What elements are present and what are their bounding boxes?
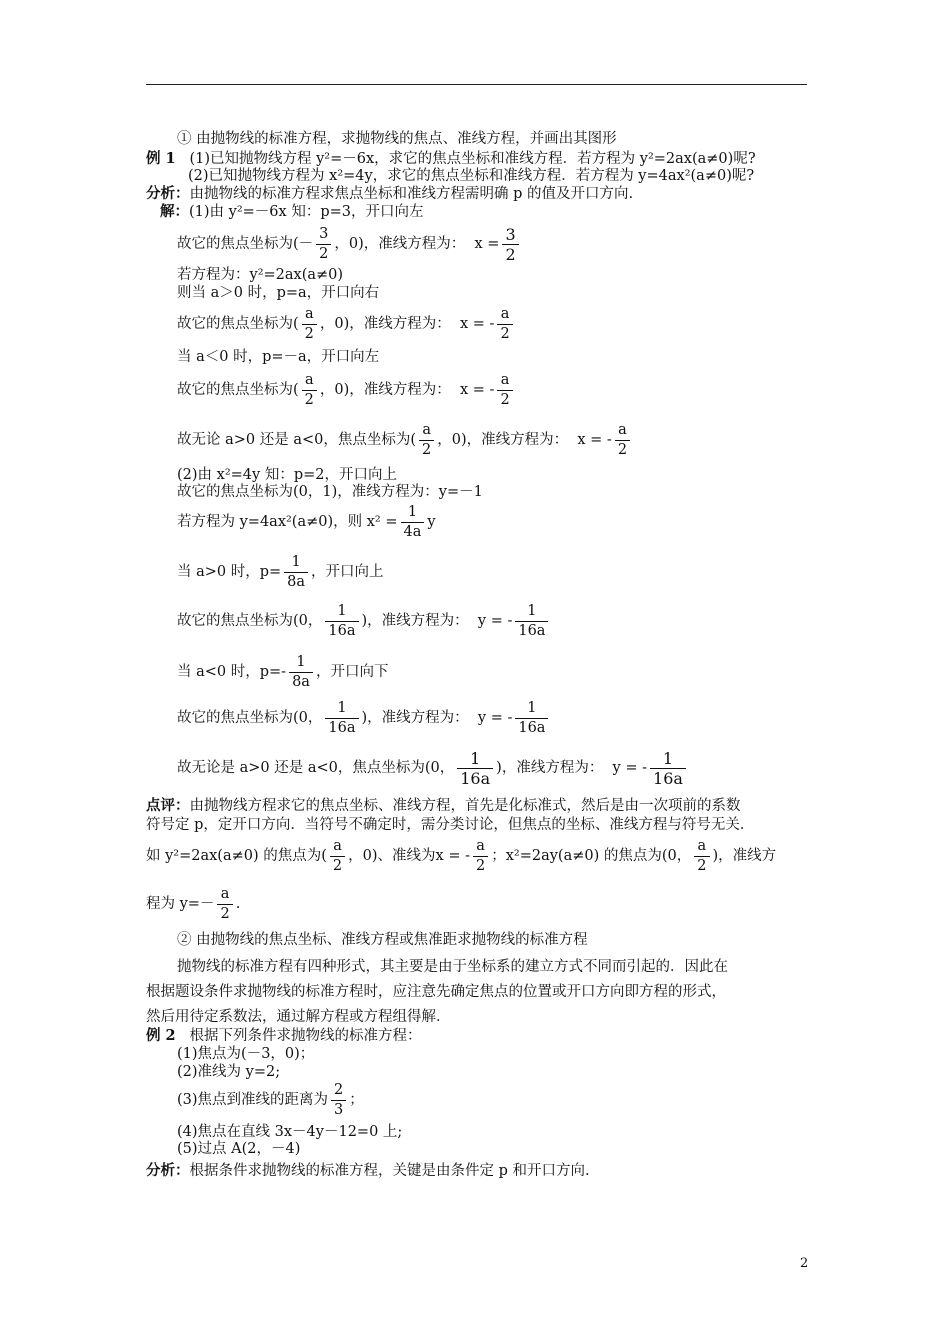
analysis-label: 分析： [146,185,190,202]
comment-line-4 [146,884,240,924]
fraction [515,602,548,641]
numerator: 1 [296,653,306,670]
numerator: 3 [319,225,329,242]
list-item: (1)焦点为(－3，0)； [177,1046,315,1062]
denominator: 2 [302,324,317,344]
text: 故它的焦点坐标为( [177,316,299,332]
example-1-line-1 [146,150,756,168]
paragraph-line: 根据题设条件求抛物线的标准方程时，应注意先确定焦点的位置或开口方向即方程的形式， [146,984,726,1000]
analysis-line-2 [146,1162,590,1180]
list-item [177,1080,364,1120]
analysis-text: 由抛物线的标准方程求焦点坐标和准线方程需明确 p 的值及开口方向. [189,186,634,202]
denominator: 16a [325,621,358,641]
solution-line [160,203,423,221]
numerator: 3 [505,224,516,244]
result-line-10 [177,748,689,788]
text: )，准线方程为： [496,760,604,776]
equation: x = - [460,316,495,332]
equation: y = - [612,760,648,776]
fraction [289,653,313,692]
text: . [235,896,241,912]
text: 当 a>0 时，p= [177,564,282,580]
numerator: a [220,885,230,902]
comment-line-3 [146,836,776,876]
fraction [217,885,232,924]
fraction [325,699,358,738]
result-line-2 [177,304,516,344]
numerator: 1 [407,503,418,520]
fraction [502,225,518,264]
example-label: 例 2 [146,1027,176,1044]
fraction [316,225,331,264]
fraction [330,837,345,876]
fraction [694,837,709,876]
analysis-label: 分析： [146,1162,190,1179]
result-line-9 [177,698,551,738]
numerator: a [333,837,342,854]
denominator: 2 [473,856,488,876]
result-line-6 [177,552,384,592]
fraction [457,749,493,788]
text: ，0)、准线为 [348,848,436,864]
section-heading-2: ② 由抛物线的焦点坐标、准线方程或焦准距求抛物线的标准方程 [177,932,588,948]
text: 程为 y=－ [146,896,215,912]
denominator: 16a [515,621,548,641]
denominator: 2 [502,244,518,264]
denominator: 8a [289,672,313,692]
header-rule [146,84,807,85]
example-text: 根据下列条件求抛物线的标准方程： [189,1028,422,1044]
denominator: 16a [325,718,358,738]
numerator: a [304,371,314,388]
denominator: 2 [330,856,345,876]
fraction [419,421,434,460]
denominator: 2 [615,440,630,460]
numerator: a [697,837,707,854]
numerator: 1 [291,553,301,570]
text: (3)焦点到准线的距离为 [177,1092,329,1108]
text: 故它的焦点坐标为(0， [177,710,323,726]
numerator: a [500,371,510,388]
comment-line-2: 符号定 p，定开口方向．当符号不确定时，需分类讨论，但焦点的坐标、准线方程与符号无关． [146,817,755,833]
fraction [515,699,548,738]
page-number: 2 [800,1256,809,1271]
case-line: (2)由 x²=4y 知：p=2，开口向上 [177,467,397,483]
fraction [650,749,686,788]
numerator: 2 [334,1081,344,1098]
numerator: a [500,305,510,322]
case-line: 若方程为：y²=2ax(a≠0) [177,267,344,283]
fraction [473,837,488,876]
result-line-7 [177,601,551,641]
text: 若方程为 y=4ax²(a≠0)，则 x² [177,514,381,530]
equation: y = - [477,710,513,726]
text: ，开口向下 [315,664,389,680]
denominator: 2 [316,244,331,264]
list-item: (2)准线为 y=2; [177,1064,281,1080]
fraction [325,602,358,641]
text: y [427,514,436,530]
fraction [331,1081,346,1120]
fraction [615,421,630,460]
comment-text: 由抛物线方程求它的焦点坐标、准线方程，首先是化标准式，然后是由一次项前的系数 [189,798,741,814]
fraction [284,553,308,592]
example-label: 例 1 [146,150,176,167]
result-line-1 [177,224,522,264]
denominator: 16a [457,768,493,788]
paragraph-line: 然后用待定系数法，通过解方程或方程组得解． [146,1009,451,1025]
denominator: 8a [284,572,308,592]
example-1-line-2: (2)已知抛物线方程为 x²=4y，求它的焦点坐标和准线方程．若方程为 y=4ax²(a≠0)呢? [188,168,755,184]
result-line-8 [177,652,388,692]
fraction [497,371,512,410]
numerator: 1 [527,602,537,619]
text: ；x²=2ay(a≠0) 的焦点为(0， [491,848,692,864]
list-item: (5)过点 A(2，－4) [177,1141,301,1157]
solution-label: 解： [160,203,189,220]
fraction [302,371,317,410]
equation: y = - [477,613,513,629]
analysis-text: 根据条件求抛物线的标准方程，关键是由条件定 p 和开口方向. [189,1163,590,1179]
example-2-line [146,1027,421,1045]
text: ，0)，准线方程为： [334,236,466,252]
text: ，0)，准线方程为： [319,316,451,332]
text: )，准线方 [712,848,777,864]
example-text: (1)已知抛物线方程 y²=－6x，求它的焦点坐标和准线方程．若方程为 y²=2ax(a≠0)呢? [189,151,756,167]
denominator: 16a [650,768,686,788]
numerator: 1 [662,748,674,768]
numerator: 1 [470,748,481,768]
text: 故它的焦点坐标为( [177,382,299,398]
numerator: 1 [337,602,347,619]
numerator: 1 [337,699,347,716]
equation: x = - [435,848,470,864]
result-line-4 [177,420,633,460]
denominator: 2 [497,390,512,410]
case-line: 故它的焦点坐标为(0，1)，准线方程为：y=－1 [177,484,483,500]
result-line-5 [177,502,436,542]
analysis-line [146,185,633,203]
text: 故它的焦点坐标为(－ [177,236,314,252]
text: )，准线方程为： [361,710,469,726]
fraction [401,503,425,542]
equation: x = - [460,382,495,398]
text: ； [349,1092,364,1108]
text: ，0)，准线方程为： [319,382,451,398]
denominator: 3 [331,1100,346,1120]
text: = [385,514,398,530]
case-line: 则当 a＞0 时，p=a，开口向右 [177,285,380,301]
text: ，开口向上 [311,564,384,580]
list-item: (4)焦点在直线 3x－4y－12=0 上; [177,1124,403,1140]
equation: x = - [577,432,612,448]
text: 故它的焦点坐标为(0， [177,613,323,629]
numerator: a [304,305,314,322]
solution-text: (1)由 y²=－6x 知：p=3，开口向左 [189,204,424,220]
numerator: a [476,837,485,854]
denominator: 2 [217,904,232,924]
fraction [497,305,512,344]
denominator: 16a [515,718,548,738]
numerator: a [422,421,431,438]
text: 如 y²=2ax(a≠0) 的焦点为( [146,848,327,864]
equation: x = [474,236,500,252]
text: 故无论 a>0 还是 a<0，焦点坐标为( [177,432,417,448]
text: ，0)，准线方程为： [437,432,569,448]
case-line: 当 a＜0 时，p=－a，开口向左 [177,349,380,365]
denominator: 2 [302,390,317,410]
denominator: 4a [401,522,425,542]
text: 当 a<0 时，p=- [177,664,287,680]
denominator: 2 [419,440,434,460]
denominator: 2 [497,324,512,344]
numerator: 1 [527,699,537,716]
comment-label: 点评： [146,797,190,814]
section-heading-1: ① 由抛物线的标准方程，求抛物线的焦点、准线方程，并画出其图形 [177,131,617,147]
result-line-3 [177,370,516,410]
fraction [302,305,317,344]
text: 故无论是 a>0 还是 a<0，焦点坐标为(0， [177,760,455,776]
text: )，准线方程为： [361,613,469,629]
paragraph-line: 抛物线的标准方程有四种形式，其主要是由于坐标系的建立方式不同而引起的．因此在 [177,959,728,975]
comment-line-1 [146,797,741,815]
denominator: 2 [694,856,709,876]
numerator: a [618,421,627,438]
